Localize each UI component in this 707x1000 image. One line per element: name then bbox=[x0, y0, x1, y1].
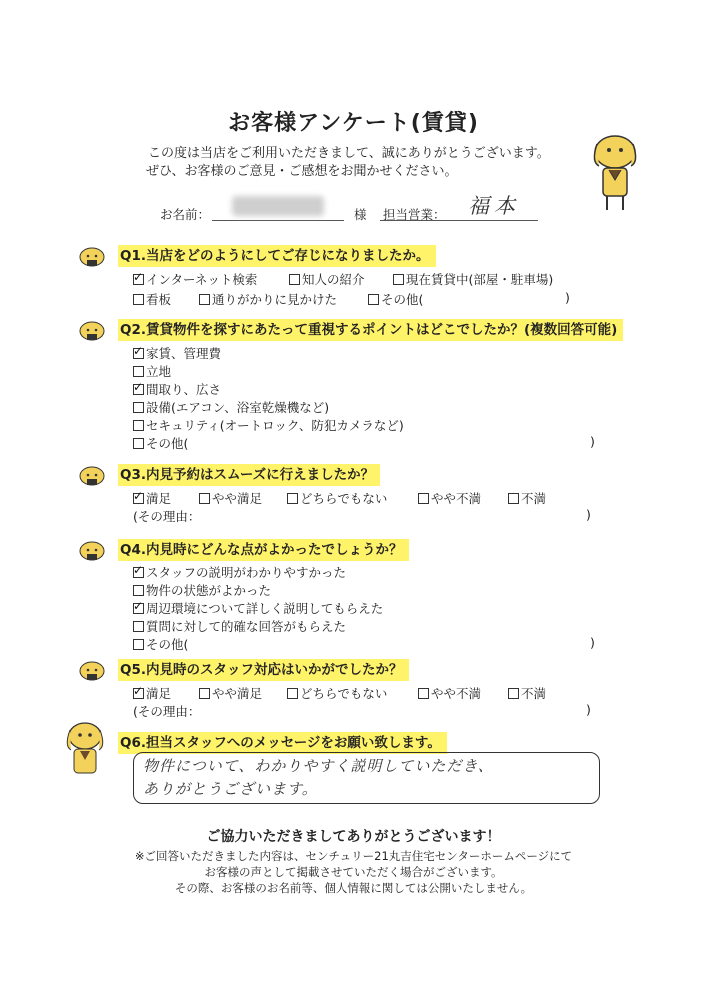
q2-option[interactable] bbox=[133, 362, 171, 380]
checkbox[interactable] bbox=[133, 348, 144, 359]
footer-note-3: その際、お客様のお名前等、個人情報に関しては公開いたしません。 bbox=[174, 881, 533, 895]
close-paren: ) bbox=[590, 434, 595, 449]
staff-label: 担当営業： bbox=[383, 207, 446, 222]
option-label: 物件の状態がよかった bbox=[146, 583, 272, 598]
q1-option[interactable] bbox=[368, 290, 423, 308]
checkbox[interactable] bbox=[199, 493, 210, 504]
checkbox[interactable] bbox=[133, 493, 144, 504]
q2-option[interactable] bbox=[133, 416, 404, 434]
dog-mascot-icon bbox=[78, 465, 106, 487]
q2-option[interactable] bbox=[133, 434, 188, 452]
option-label: セキュリティ(オートロック、防犯カメラなど) bbox=[146, 418, 404, 433]
intro-line-1: この度は当店をご利用いただきまして、誠にありがとうございます。 bbox=[148, 146, 550, 161]
option-label: インターネット検索 bbox=[146, 272, 258, 287]
option-label: スタッフの説明がわかりやすかった bbox=[146, 565, 347, 580]
q5-option[interactable] bbox=[133, 684, 171, 702]
option-label: 満足 bbox=[146, 686, 172, 701]
message-line-1: 物件について、わかりやすく説明していただき、 bbox=[143, 757, 494, 775]
q1-option[interactable] bbox=[393, 270, 553, 288]
checkbox[interactable] bbox=[133, 294, 144, 305]
q1-option[interactable] bbox=[133, 290, 171, 308]
checkbox[interactable] bbox=[508, 493, 519, 504]
q3-option[interactable] bbox=[418, 489, 481, 507]
option-label: やや不満 bbox=[431, 686, 482, 701]
option-label: 現在賃貸中(部屋・駐車場) bbox=[406, 272, 554, 287]
checkbox[interactable] bbox=[133, 639, 144, 650]
checkbox[interactable] bbox=[133, 688, 144, 699]
q5-option[interactable] bbox=[199, 684, 262, 702]
option-label: 立地 bbox=[146, 364, 172, 379]
staff-underline bbox=[380, 220, 538, 221]
q4-option[interactable] bbox=[133, 599, 383, 617]
option-label: 家賃、管理費 bbox=[146, 346, 222, 361]
thanks-text: ご協力いただきましてありがとうございます！ bbox=[206, 829, 501, 845]
checkbox[interactable] bbox=[368, 294, 379, 305]
q3-option[interactable] bbox=[133, 489, 171, 507]
checkbox[interactable] bbox=[133, 420, 144, 431]
option-label: 満足 bbox=[146, 491, 172, 506]
checkbox[interactable] bbox=[418, 688, 429, 699]
survey-title: お客様アンケート(賃貸) bbox=[228, 111, 479, 136]
close-paren: ) bbox=[586, 702, 591, 717]
option-label: 周辺環境について詳しく説明してもらえた bbox=[146, 601, 384, 616]
footer-note-2: お客様の声として掲載させていただく場合がございます。 bbox=[204, 865, 503, 879]
option-label: 間取り、広さ bbox=[146, 382, 222, 397]
checkbox[interactable] bbox=[133, 384, 144, 395]
option-label: 看板 bbox=[146, 292, 172, 307]
dog-mascot-icon bbox=[78, 320, 106, 342]
checkbox[interactable] bbox=[133, 402, 144, 413]
checkbox[interactable] bbox=[289, 274, 300, 285]
q2-option[interactable] bbox=[133, 344, 221, 362]
checkbox[interactable] bbox=[199, 294, 210, 305]
dog-mascot-icon bbox=[78, 246, 106, 268]
checkbox[interactable] bbox=[133, 585, 144, 596]
checkbox[interactable] bbox=[133, 274, 144, 285]
option-label: 質問に対して的確な回答がもらえた bbox=[146, 619, 347, 634]
checkbox[interactable] bbox=[418, 493, 429, 504]
q6-label: Q6.担当スタッフへのメッセージをお願い致します。 bbox=[118, 732, 447, 754]
option-label: 知人の紹介 bbox=[302, 272, 365, 287]
option-label: その他( bbox=[381, 292, 424, 307]
dog-mascot-icon bbox=[78, 540, 106, 562]
option-label: 設備(エアコン、浴室乾燥機など) bbox=[146, 400, 330, 415]
q1-option[interactable] bbox=[133, 270, 257, 288]
q2-option[interactable] bbox=[133, 380, 221, 398]
checkbox[interactable] bbox=[287, 493, 298, 504]
dog-mascot-icon bbox=[78, 660, 106, 682]
checkbox[interactable] bbox=[287, 688, 298, 699]
q3-option[interactable] bbox=[199, 489, 262, 507]
staff-value: 福本 bbox=[468, 194, 520, 218]
close-paren: ) bbox=[565, 290, 570, 305]
checkbox[interactable] bbox=[393, 274, 404, 285]
option-label: やや満足 bbox=[212, 686, 263, 701]
dog-mascot-icon bbox=[585, 122, 645, 217]
q5-reason[interactable]: (その理由： bbox=[133, 704, 201, 719]
q1-label: Q1.当店をどのようにしてご存じになりましたか。 bbox=[118, 245, 436, 267]
footer-note-1: ※ご回答いただきました内容は、センチュリー21丸吉住宅センターホームページにて bbox=[134, 849, 573, 863]
option-label: その他( bbox=[146, 436, 189, 451]
close-paren: ) bbox=[590, 635, 595, 650]
q5-option[interactable] bbox=[287, 684, 387, 702]
option-label: どちらでもない bbox=[300, 491, 388, 506]
option-label: 通りがかりに見かけた bbox=[212, 292, 338, 307]
q2-label: Q2.賃貸物件を探すにあたって重視するポイントはどこでしたか？(複数回答可能) bbox=[118, 319, 623, 341]
checkbox[interactable] bbox=[133, 567, 144, 578]
close-paren: ) bbox=[586, 507, 591, 522]
q3-option[interactable] bbox=[287, 489, 387, 507]
option-label: その他( bbox=[146, 637, 189, 652]
option-label: 不満 bbox=[521, 686, 547, 701]
message-line-2: ありがとうございます。 bbox=[143, 780, 318, 798]
q4-option[interactable] bbox=[133, 617, 346, 635]
name-redacted bbox=[232, 196, 324, 216]
checkbox[interactable] bbox=[133, 603, 144, 614]
q3-option[interactable] bbox=[508, 489, 546, 507]
q4-label: Q4.内見時にどんな点がよかったでしょうか？ bbox=[118, 539, 409, 561]
name-label: お名前： bbox=[160, 207, 211, 222]
dog-mascot-icon bbox=[60, 718, 110, 780]
q4-option[interactable] bbox=[133, 563, 346, 581]
option-label: 不満 bbox=[521, 491, 547, 506]
checkbox[interactable] bbox=[199, 688, 210, 699]
q5-label: Q5.内見時のスタッフ対応はいかがでしたか？ bbox=[118, 659, 409, 681]
q2-option[interactable] bbox=[133, 398, 329, 416]
name-underline bbox=[212, 220, 344, 221]
q1-option[interactable] bbox=[199, 290, 337, 308]
name-suffix: 様 bbox=[354, 207, 367, 222]
checkbox[interactable] bbox=[133, 366, 144, 377]
q3-label: Q3.内見予約はスムーズに行えましたか？ bbox=[118, 464, 380, 486]
q4-option[interactable] bbox=[133, 581, 271, 599]
q3-reason[interactable]: (その理由： bbox=[133, 509, 201, 524]
intro-line-2: ぜひ、お客様のご意見・ご感想をお聞かせください。 bbox=[146, 164, 458, 179]
q5-option[interactable] bbox=[418, 684, 481, 702]
checkbox[interactable] bbox=[133, 438, 144, 449]
q4-option[interactable] bbox=[133, 635, 188, 653]
option-label: やや不満 bbox=[431, 491, 482, 506]
option-label: やや満足 bbox=[212, 491, 263, 506]
checkbox[interactable] bbox=[508, 688, 519, 699]
q1-option[interactable] bbox=[289, 270, 365, 288]
q5-option[interactable] bbox=[508, 684, 546, 702]
checkbox[interactable] bbox=[133, 621, 144, 632]
option-label: どちらでもない bbox=[300, 686, 388, 701]
